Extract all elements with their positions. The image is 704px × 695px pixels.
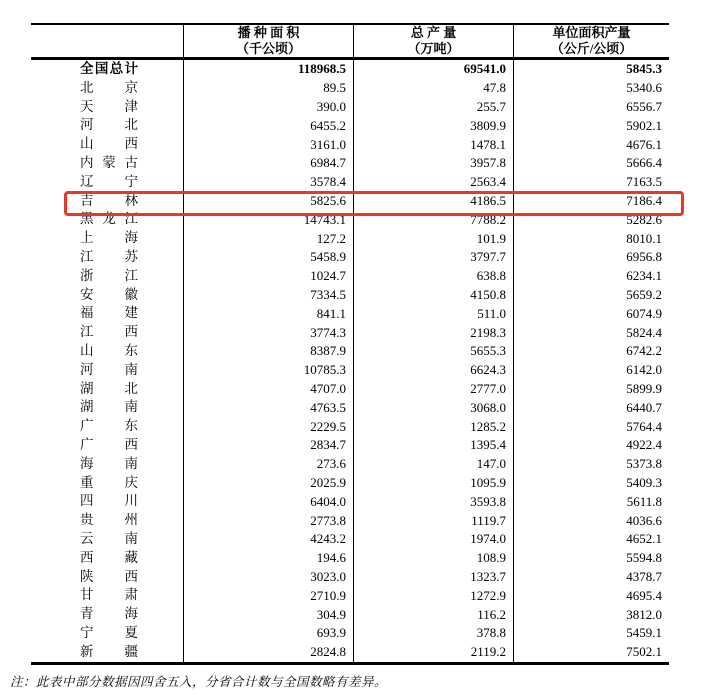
value-cell: 147.0 [353,455,513,474]
table-row [31,398,669,417]
value-cell: 2119.2 [353,643,513,662]
province-name: 广 西 [80,436,138,452]
province-cell [31,361,183,380]
value-cell: 6956.8 [513,248,669,267]
value-cell: 2229.5 [183,417,353,436]
value-cell: 6556.7 [513,98,669,117]
province-cell [31,60,183,79]
value-cell: 5825.6 [183,192,353,211]
table-row [31,455,669,474]
table-row [31,79,669,98]
province-cell [31,530,183,549]
value-cell: 2824.8 [183,643,353,662]
value-cell: 4378.7 [513,568,669,587]
table-row [31,605,669,624]
value-cell: 2710.9 [183,586,353,605]
province-cell [31,267,183,286]
province-cell [31,511,183,530]
province-cell [31,154,183,173]
value-cell: 273.6 [183,455,353,474]
province-name: 北 京 [80,79,138,95]
province-name: 福 建 [80,305,138,321]
value-cell: 7334.5 [183,286,353,305]
value-cell: 3161.0 [183,135,353,154]
value-cell: 6624.3 [353,361,513,380]
table-row [31,135,669,154]
value-cell: 5611.8 [513,492,669,511]
value-cell: 2563.4 [353,173,513,192]
value-cell: 3774.3 [183,323,353,342]
header-sown-area-unit: （千公顷） [235,41,301,56]
value-cell: 4186.5 [353,192,513,211]
table-row [31,154,669,173]
value-cell: 841.1 [183,304,353,323]
province-name: 海 南 [80,455,138,471]
header-yield [513,25,669,57]
value-cell: 5659.2 [513,286,669,305]
value-cell: 4036.6 [513,511,669,530]
province-name: 西 藏 [80,549,138,565]
province-cell [31,586,183,605]
province-cell [31,248,183,267]
value-cell: 10785.3 [183,361,353,380]
table-row [31,474,669,493]
province-cell [31,624,183,643]
province-name: 吉 林 [80,192,138,208]
province-name: 重 庆 [80,474,138,490]
value-cell: 4763.5 [183,398,353,417]
table-row [31,267,669,286]
value-cell: 5340.6 [513,79,669,98]
value-cell: 378.8 [353,624,513,643]
table-row [31,643,669,662]
province-cell [31,98,183,117]
header-sown-area [183,25,353,57]
province-name: 浙 江 [80,267,138,283]
value-cell: 5845.3 [513,60,669,79]
value-cell: 47.8 [353,79,513,98]
province-name: 甘 肃 [80,587,138,603]
province-name: 青 海 [80,606,138,622]
value-cell: 5459.1 [513,624,669,643]
value-cell: 5594.8 [513,549,669,568]
province-name: 云 南 [80,530,138,546]
province-cell [31,398,183,417]
province-name: 天 津 [80,98,138,114]
province-name: 湖 北 [80,380,138,396]
value-cell: 14743.1 [183,210,353,229]
province-cell [31,380,183,399]
province-cell [31,229,183,248]
table-row [31,549,669,568]
value-cell: 5458.9 [183,248,353,267]
value-cell: 3593.8 [353,492,513,511]
value-cell: 7502.1 [513,643,669,662]
value-cell: 6455.2 [183,116,353,135]
value-cell: 7788.2 [353,210,513,229]
province-cell [31,135,183,154]
value-cell: 5824.4 [513,323,669,342]
province-cell [31,79,183,98]
value-cell: 5764.4 [513,417,669,436]
value-cell: 108.9 [353,549,513,568]
header-empty-cell [31,25,183,57]
value-cell: 5666.4 [513,154,669,173]
value-cell: 1323.7 [353,568,513,587]
value-cell: 3812.0 [513,605,669,624]
value-cell: 4707.0 [183,380,353,399]
value-cell: 118968.5 [183,60,353,79]
value-cell: 127.2 [183,229,353,248]
province-name: 山 东 [80,342,138,358]
province-cell [31,116,183,135]
value-cell: 89.5 [183,79,353,98]
footnote: 注：此表中部分数据因四舍五入，分省合计数与全国数略有差异。 [10,675,388,689]
province-name: 全 国 总 计 [80,61,138,76]
table-row [31,60,669,79]
table-body [31,60,669,662]
table-row [31,511,669,530]
province-name: 江 苏 [80,248,138,264]
province-name: 四 川 [80,493,138,509]
province-cell [31,304,183,323]
value-cell: 2834.7 [183,436,353,455]
value-cell: 6234.1 [513,267,669,286]
table-row [31,417,669,436]
value-cell: 1285.2 [353,417,513,436]
province-name: 宁 夏 [80,624,138,640]
value-cell: 255.7 [353,98,513,117]
value-cell: 101.9 [353,229,513,248]
header-sown-area-title: 播 种 面 积 [237,25,300,40]
header-total-output-unit: （万吨） [407,41,460,56]
grain-production-table [31,23,669,665]
value-cell: 6074.9 [513,304,669,323]
value-cell: 4695.4 [513,586,669,605]
table-row [31,116,669,135]
value-cell: 2777.0 [353,380,513,399]
value-cell: 1095.9 [353,474,513,493]
value-cell: 6440.7 [513,398,669,417]
province-name: 河 北 [80,117,138,133]
province-cell [31,286,183,305]
value-cell: 2773.8 [183,511,353,530]
province-cell [31,643,183,662]
value-cell: 69541.0 [353,60,513,79]
province-name: 广 东 [80,418,138,434]
header-total-output [353,25,513,57]
province-name: 山 西 [80,136,138,152]
table-row [31,436,669,455]
table-row [31,568,669,587]
value-cell: 116.2 [353,605,513,624]
table-row [31,380,669,399]
value-cell: 6984.7 [183,154,353,173]
value-cell: 4922.4 [513,436,669,455]
value-cell: 1272.9 [353,586,513,605]
province-name: 江 西 [80,324,138,340]
province-cell [31,323,183,342]
value-cell: 5899.9 [513,380,669,399]
value-cell: 7186.4 [513,192,669,211]
value-cell: 2025.9 [183,474,353,493]
table-row [31,229,669,248]
province-cell [31,492,183,511]
province-cell [31,474,183,493]
value-cell: 693.9 [183,624,353,643]
value-cell: 304.9 [183,605,353,624]
value-cell: 6142.0 [513,361,669,380]
value-cell: 2198.3 [353,323,513,342]
province-name: 陕 西 [80,568,138,584]
value-cell: 3578.4 [183,173,353,192]
value-cell: 7163.5 [513,173,669,192]
value-cell: 4243.2 [183,530,353,549]
province-cell [31,210,183,229]
value-cell: 4652.1 [513,530,669,549]
value-cell: 4150.8 [353,286,513,305]
value-cell: 390.0 [183,98,353,117]
table-row [31,173,669,192]
table-row [31,286,669,305]
province-cell [31,436,183,455]
province-cell [31,549,183,568]
province-name: 辽 宁 [80,173,138,189]
province-cell [31,192,183,211]
province-name: 黑 龙 江 [80,211,138,227]
table-row [31,210,669,229]
value-cell: 1478.1 [353,135,513,154]
value-cell: 3023.0 [183,568,353,587]
value-cell: 3068.0 [353,398,513,417]
value-cell: 1024.7 [183,267,353,286]
table-row [31,304,669,323]
table-row [31,323,669,342]
value-cell: 6742.2 [513,342,669,361]
province-name: 新 疆 [80,643,138,659]
table-row [31,361,669,380]
header-yield-unit: （公斤/公顷） [550,41,633,56]
province-cell [31,173,183,192]
value-cell: 194.6 [183,549,353,568]
province-name: 内 蒙 古 [80,154,138,170]
value-cell: 1119.7 [353,511,513,530]
table-row [31,586,669,605]
table-row [31,342,669,361]
province-name: 上 海 [80,230,138,246]
province-cell [31,417,183,436]
value-cell: 6404.0 [183,492,353,511]
table-row [31,530,669,549]
table-row [31,492,669,511]
province-cell [31,455,183,474]
province-cell [31,605,183,624]
value-cell: 8010.1 [513,229,669,248]
value-cell: 3957.8 [353,154,513,173]
value-cell: 5409.3 [513,474,669,493]
table-row-highlighted [31,192,669,211]
province-name: 河 南 [80,361,138,377]
value-cell: 3809.9 [353,116,513,135]
header-total-output-title: 总 产 量 [410,25,457,40]
value-cell: 3797.7 [353,248,513,267]
value-cell: 511.0 [353,304,513,323]
value-cell: 8387.9 [183,342,353,361]
value-cell: 638.8 [353,267,513,286]
province-cell [31,568,183,587]
table-header-row [31,25,669,60]
province-name: 安 徽 [80,286,138,302]
value-cell: 5655.3 [353,342,513,361]
province-name: 湖 南 [80,399,138,415]
value-cell: 1395.4 [353,436,513,455]
province-cell [31,342,183,361]
province-name: 贵 州 [80,512,138,528]
value-cell: 5282.6 [513,210,669,229]
value-cell: 4676.1 [513,135,669,154]
table-row [31,98,669,117]
table-row [31,248,669,267]
value-cell: 5373.8 [513,455,669,474]
value-cell: 1974.0 [353,530,513,549]
value-cell: 5902.1 [513,116,669,135]
header-yield-title: 单位面积产量 [552,25,631,40]
table-row [31,624,669,643]
